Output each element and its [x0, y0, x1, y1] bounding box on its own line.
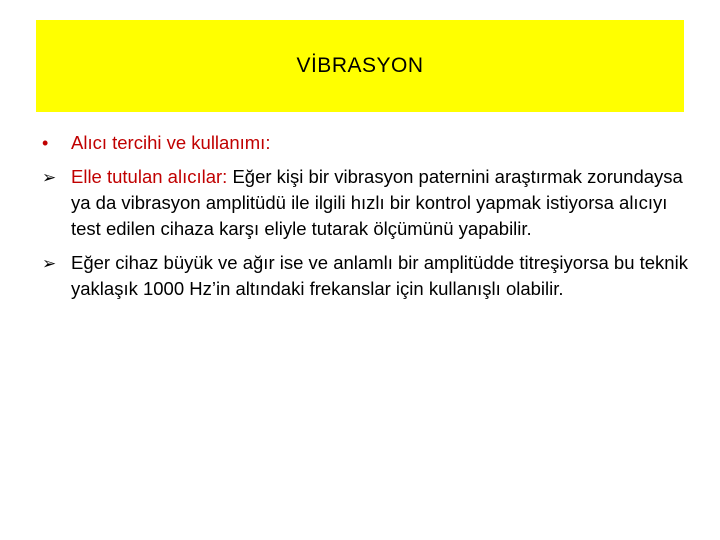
- arrow-bullet-icon: ➢: [42, 254, 57, 273]
- slide-title: VİBRASYON: [296, 54, 424, 77]
- slide-content: [42, 130, 692, 310]
- arrow-item-text: [71, 250, 692, 302]
- arrow-item-text: [71, 164, 692, 242]
- arrow-item: [42, 250, 692, 302]
- arrow-bullet-icon: ➢: [42, 168, 57, 187]
- arrow-item-body: Eğer cihaz büyük ve ağır ise ve anlamlı bir amplitüdde titreşiyorsa bu teknik yaklaşık 1000 Hz’in altındaki frekanslar için kullanışlı olabilir.: [71, 252, 688, 299]
- bullet-text: [71, 130, 692, 156]
- bullet-heading: Alıcı tercihi ve kullanımı:: [71, 132, 271, 153]
- arrow-item: [42, 164, 692, 242]
- bullet-dot-icon: •: [42, 133, 49, 153]
- bullet-item: [42, 130, 692, 156]
- arrow-item-heading: Elle tutulan alıcılar:: [71, 166, 228, 187]
- title-banner: [36, 20, 684, 112]
- arrow-item-body: Eğer kişi bir vibrasyon paternini araştırmak zorundaysa ya da vibrasyon amplitüdü ile ilgili hızlı bir kontrol yapmak istiyorsa alıcıyı test edilen cihaza karşı eliyle tutarak ölçümünü yapabilir.: [71, 166, 683, 239]
